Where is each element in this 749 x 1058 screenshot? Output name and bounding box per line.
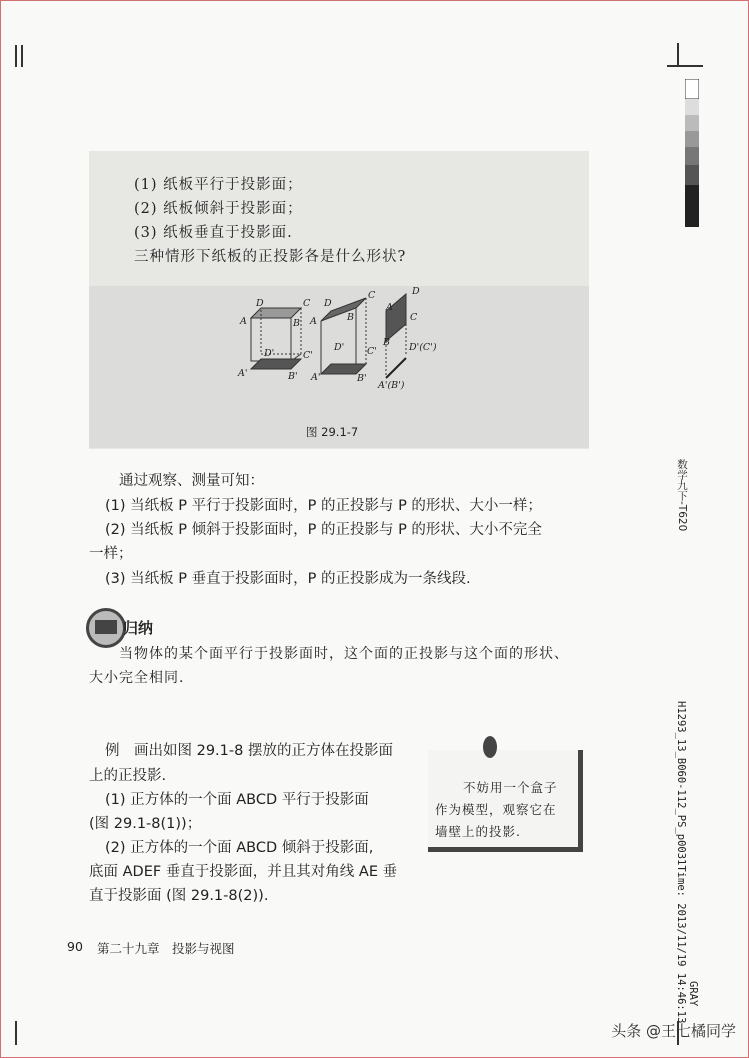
observation-3: (3) 当纸板 P 垂直于投影面时，P 的正投影成为一条线段. (105, 571, 471, 587)
summary-line-2: 大小完全相同. (89, 670, 185, 686)
example-line-1: 例 画出如图 29.1-8 摆放的正方体在投影面 (105, 743, 393, 759)
svg-text:D'(C'): D'(C') (409, 342, 437, 353)
observation-1: (1) 当纸板 P 平行于投影面时，P 的正投影与 P 的形状、大小一样； (105, 498, 542, 514)
example-line-3: (1) 正方体的一个面 ABCD 平行于投影面 (105, 792, 369, 808)
question-1: (1) 纸板平行于投影面； (134, 177, 303, 193)
example-line-5: (2) 正方体的一个面 ABCD 倾斜于投影面, (105, 840, 374, 856)
svg-text:B': B' (288, 371, 298, 382)
crop-mark (667, 65, 703, 67)
summary-title: 归纳 (123, 619, 154, 637)
svg-text:D': D' (264, 348, 275, 359)
page-number: 90 (67, 939, 83, 954)
gray-scale-strip (685, 79, 699, 227)
question-4: 三种情形下纸板的正投影各是什么形状? (134, 249, 407, 265)
svg-text:A: A (240, 316, 247, 327)
chapter-title: 第二十九章 投影与视图 (97, 941, 235, 956)
example-line-4: (图 29.1-8(1))； (89, 816, 202, 832)
svg-text:D': D' (334, 342, 345, 353)
svg-text:B: B (293, 318, 300, 329)
svg-text:C': C' (303, 350, 313, 361)
svg-text:A': A' (238, 368, 248, 379)
svg-text:D: D (324, 298, 332, 309)
svg-text:B: B (347, 312, 354, 323)
svg-text:B: B (383, 337, 390, 348)
crop-mark (21, 45, 23, 67)
summary-book-icon (86, 608, 126, 648)
tip-line-1: 不妨用一个盒子 (463, 780, 558, 795)
example-line-6: 底面 ADEF 垂直于投影面，并且其对角线 AE 垂 (89, 864, 398, 880)
svg-text:D: D (256, 298, 264, 309)
svg-text:A'(B'): A'(B') (378, 380, 405, 391)
observation-2-cont: 一样； (89, 546, 133, 562)
question-3: (3) 纸板垂直于投影面. (134, 225, 293, 241)
svg-text:C': C' (367, 346, 377, 357)
projection-figure (226, 286, 441, 396)
tip-line-3: 墙壁上的投影. (435, 824, 521, 839)
watermark: 头条 @王七橘同学 (611, 1022, 736, 1040)
svg-text:C: C (368, 290, 376, 301)
crop-mark (15, 45, 17, 67)
svg-text:A: A (310, 316, 317, 327)
question-2: (2) 纸板倾斜于投影面； (134, 201, 303, 217)
svg-text:A': A' (311, 372, 321, 383)
tip-line-2: 作为模型，观察它在 (435, 802, 557, 817)
figure-caption: 图 29.1-7 (306, 425, 359, 439)
tip-icon (483, 736, 497, 758)
observation-intro: 通过观察、测量可知： (119, 473, 264, 489)
gray-label: GRAY (687, 981, 699, 1007)
book-code: 数学九下-T620 (676, 459, 688, 532)
svg-text:B': B' (357, 373, 367, 384)
crop-mark (677, 43, 679, 67)
summary-line-1: 当物体的某个面平行于投影面时，这个面的正投影与这个面的形状、 (119, 646, 569, 662)
inclined-case (321, 298, 366, 374)
svg-text:A: A (386, 302, 393, 313)
svg-text:C: C (303, 298, 311, 309)
observation-2: (2) 当纸板 P 倾斜于投影面时，P 的正投影与 P 的形状、大小不完全 (105, 522, 542, 538)
example-line-2: 上的正投影. (89, 768, 167, 784)
svg-text:D: D (412, 286, 420, 297)
crop-mark (15, 1021, 17, 1045)
svg-text:C: C (410, 312, 418, 323)
print-info: H1293_13_B060-112_PS_p0031Time: 2013/11/19 14:46:13 (675, 701, 687, 1024)
example-line-7: 直于投影面 (图 29.1-8(2)). (89, 888, 269, 904)
